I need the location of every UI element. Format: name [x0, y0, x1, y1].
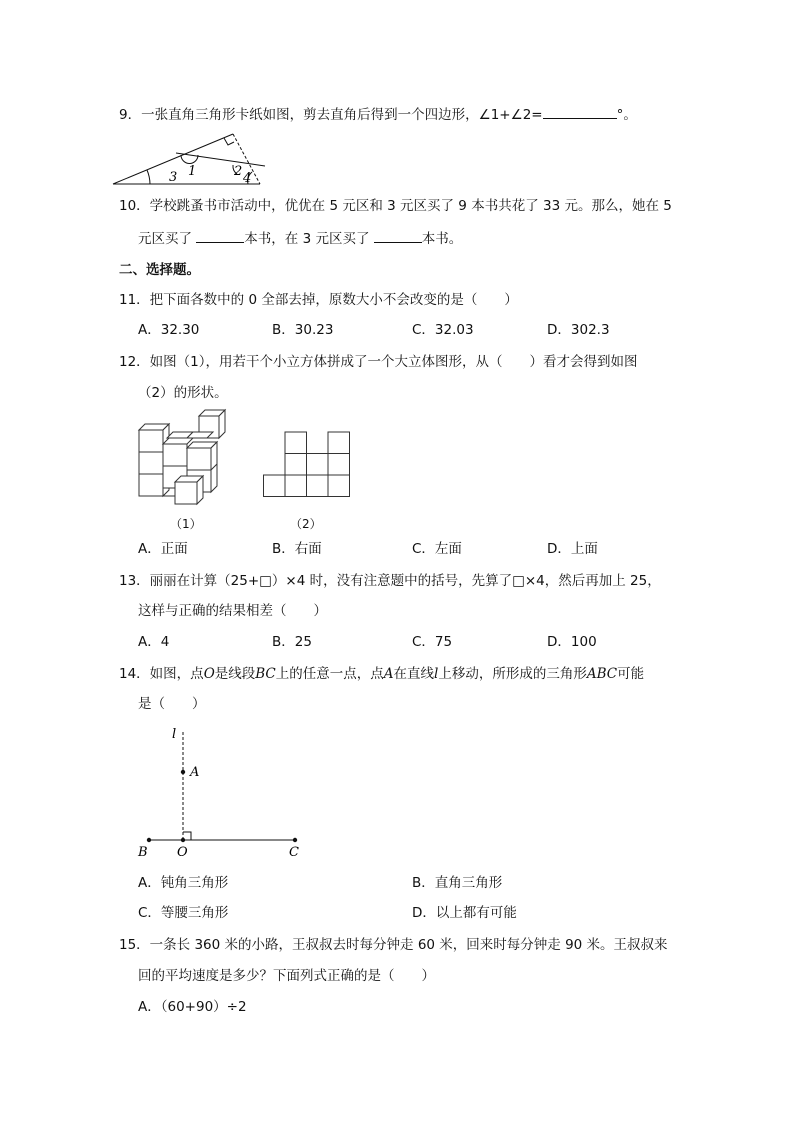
q14-line1 — [119, 664, 644, 684]
q14-label-l: l — [172, 727, 177, 742]
q14-option-b[interactable]: B．直角三角形 — [412, 875, 503, 891]
q15-line1: 15．一条长 360 米的小路，王叔叔去时每分钟走 60 米，回来时每分钟走 90 米。王叔叔来 — [119, 937, 668, 953]
q10-line2 — [138, 228, 462, 249]
q11-option-c[interactable]: C．32.03 — [412, 322, 474, 338]
q10-text-a: 元区买了 — [138, 231, 192, 247]
q14-text-c: 上的任意一点，点 — [275, 666, 384, 682]
q9-label-2: 2 — [234, 164, 243, 179]
q14-label-a: A — [190, 765, 200, 780]
q9-text: 9．一张直角三角形卡纸如图，剪去直角后得到一个四边形，∠1+∠2= — [119, 107, 543, 123]
q13-option-b[interactable]: B．25 — [272, 634, 312, 650]
q10-text-c: 本书。 — [421, 231, 463, 247]
q14-text-d: 在直线 — [393, 666, 435, 682]
q14-label-o: O — [177, 845, 188, 860]
q10-blank-1[interactable] — [196, 228, 244, 243]
q11-option-d[interactable]: D．302.3 — [547, 322, 610, 338]
q14-var-o: O — [203, 666, 215, 682]
q14-var-l: l — [434, 666, 439, 682]
q12-figure-2-view — [262, 431, 354, 499]
q12-caption-1: （1） — [170, 517, 202, 531]
q12-option-c[interactable]: C．左面 — [412, 541, 462, 557]
q14-text-f: 可能 — [617, 666, 645, 682]
q13-option-a[interactable]: A．4 — [138, 634, 170, 650]
q12-line2: （2）的形状。 — [138, 385, 228, 401]
q11-option-a[interactable]: A．32.30 — [138, 322, 200, 338]
q14-text-b: 是线段 — [214, 666, 256, 682]
q12-caption-2: （2） — [290, 517, 322, 531]
q14-label-b: B — [138, 845, 148, 860]
section-title: 二、选择题。 — [119, 262, 200, 278]
q14-option-d[interactable]: D．以上都有可能 — [412, 905, 517, 921]
q13-line2: 这样与正确的结果相差（ ） — [138, 603, 327, 619]
q12-option-b[interactable]: B．右面 — [272, 541, 322, 557]
q13-option-c[interactable]: C．75 — [412, 634, 453, 650]
q14-text-a: 14．如图，点 — [119, 666, 204, 682]
q9-stem — [119, 104, 637, 125]
q12-figure-1-cube-stack — [135, 408, 235, 510]
q13-line1: 13．丽丽在计算（25+□）×4 时，没有注意题中的括号，先算了□×4，然后再加上 25， — [119, 573, 661, 589]
q9-answer-blank[interactable] — [543, 104, 617, 119]
q14-label-c: C — [289, 845, 299, 860]
q9-triangle-figure — [110, 128, 280, 190]
q14-figure-line-segment — [135, 724, 315, 864]
q9-label-1: 1 — [188, 164, 197, 179]
q14-option-c[interactable]: C．等腰三角形 — [138, 905, 229, 921]
q14-line2: 是（ ） — [138, 696, 206, 712]
q15-option-a[interactable]: A．（60+90）÷2 — [138, 999, 247, 1015]
q12-option-a[interactable]: A．正面 — [138, 541, 188, 557]
q12-line1: 12．如图（1），用若干个小立方体拼成了一个大立体图形，从（ ）看才会得到如图 — [119, 354, 638, 370]
q14-var-a: A — [383, 666, 394, 682]
q13-option-d[interactable]: D．100 — [547, 634, 597, 650]
q14-var-abc: ABC — [586, 666, 618, 682]
q14-option-a[interactable]: A．钝角三角形 — [138, 875, 229, 891]
q10-text-b: 本书，在 3 元区买了 — [244, 231, 370, 247]
q12-option-d[interactable]: D．上面 — [547, 541, 598, 557]
q9-label-4: 4 — [243, 171, 252, 186]
q10-blank-2[interactable] — [374, 228, 422, 243]
q14-var-bc: BC — [255, 666, 276, 682]
q10-line1: 10．学校跳蚤书市活动中，优优在 5 元区和 3 元区买了 9 本书共花了 33 元。那么，她在 5 — [119, 198, 672, 214]
q9-label-3: 3 — [169, 170, 178, 185]
q11-stem: 11．把下面各数中的 0 全部去掉，原数大小不会改变的是（ ） — [119, 292, 518, 308]
q9-unit: °。 — [616, 107, 637, 123]
q14-text-e: 上移动，所形成的三角形 — [438, 666, 587, 682]
q15-line2: 回的平均速度是多少？下面列式正确的是（ ） — [138, 968, 435, 984]
q11-option-b[interactable]: B．30.23 — [272, 322, 334, 338]
